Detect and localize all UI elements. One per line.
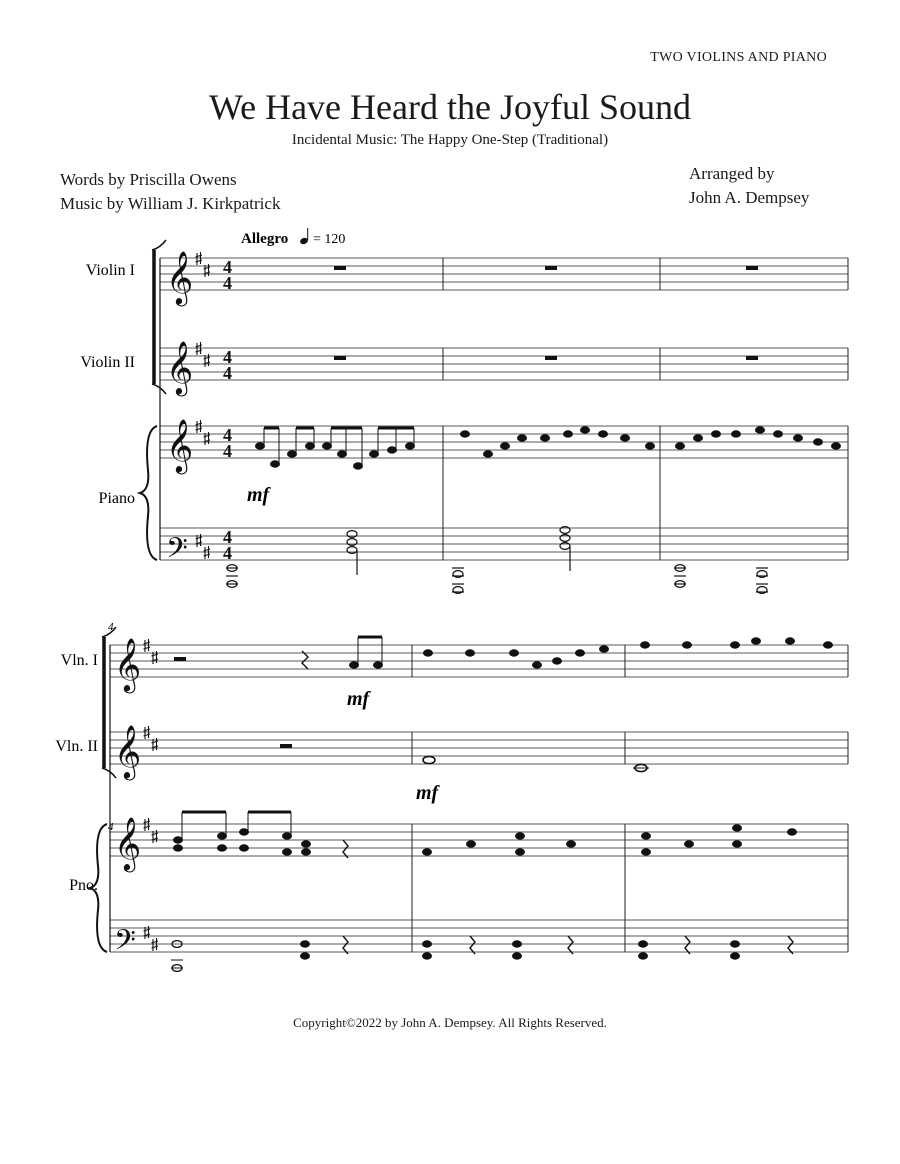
key-signatures <box>144 639 159 951</box>
treble-clef-icon: 𝄞 <box>166 252 194 303</box>
treble-clef-icon: 𝄞 <box>114 639 142 690</box>
treble-clef-icon: 𝄞 <box>114 726 142 777</box>
treble-clef-icon: 𝄞 <box>166 420 194 471</box>
page-title: We Have Heard the Joyful Sound <box>209 87 691 127</box>
whole-rests <box>334 266 758 360</box>
svg-text:4: 4 <box>223 425 232 445</box>
barlines <box>443 258 848 560</box>
dynamic-mf: mf <box>416 782 439 804</box>
dynamic-mf: mf <box>347 688 370 710</box>
staff-label-pno: Pno. <box>69 877 98 894</box>
quarter-note-icon <box>299 228 309 245</box>
piano-lh-notes <box>171 936 793 971</box>
system-bracket <box>140 240 166 560</box>
tempo-marking: Allegro <box>241 231 289 247</box>
staff-lines <box>160 258 848 560</box>
piano-rh-notes <box>256 427 841 469</box>
music-credit: Music by William J. Kirkpatrick <box>60 194 281 213</box>
clefs <box>166 251 193 571</box>
staff-label-vln2: Vln. II <box>55 738 98 755</box>
piano-rh-notes <box>174 812 797 858</box>
dynamic-mf: mf <box>247 484 270 506</box>
treble-clef-icon: 𝄞 <box>166 342 194 393</box>
system-bracket <box>90 627 116 952</box>
staff-label-violin2: Violin II <box>80 354 135 371</box>
measure-number: 4 <box>108 821 114 833</box>
svg-text:4: 4 <box>223 543 232 563</box>
svg-text:4: 4 <box>223 441 232 461</box>
arranger-name: John A. Dempsey <box>689 188 810 207</box>
measure-number: 4 <box>108 621 114 633</box>
barlines <box>412 645 848 952</box>
treble-clef-icon: 𝄞 <box>114 818 142 869</box>
bass-clef-icon: 𝄢 <box>114 926 136 963</box>
words-credit: Words by Priscilla Owens <box>60 170 237 189</box>
svg-text:4: 4 <box>223 257 232 277</box>
staff-label-piano: Piano <box>98 490 135 507</box>
svg-text:4: 4 <box>223 527 232 547</box>
arranger-label: Arranged by <box>689 164 775 183</box>
copyright: Copyright©2022 by John A. Dempsey. All Rights Reserved. <box>293 1015 607 1030</box>
staff-lines <box>110 645 848 952</box>
tempo-value: = 120 <box>313 232 346 247</box>
instrumentation: TWO VIOLINS AND PIANO <box>650 50 827 65</box>
svg-text:4: 4 <box>223 273 232 293</box>
bass-clef-icon: 𝄢 <box>166 534 188 571</box>
time-signatures <box>223 257 232 563</box>
staff-label-violin1: Violin I <box>85 262 135 279</box>
subtitle: Incidental Music: The Happy One-Step (Traditional) <box>291 132 609 148</box>
staff-label-vln1: Vln. I <box>60 652 98 669</box>
svg-text:4: 4 <box>223 347 232 367</box>
clefs <box>114 638 141 963</box>
svg-text:4: 4 <box>223 363 232 383</box>
key-signatures <box>196 252 211 559</box>
